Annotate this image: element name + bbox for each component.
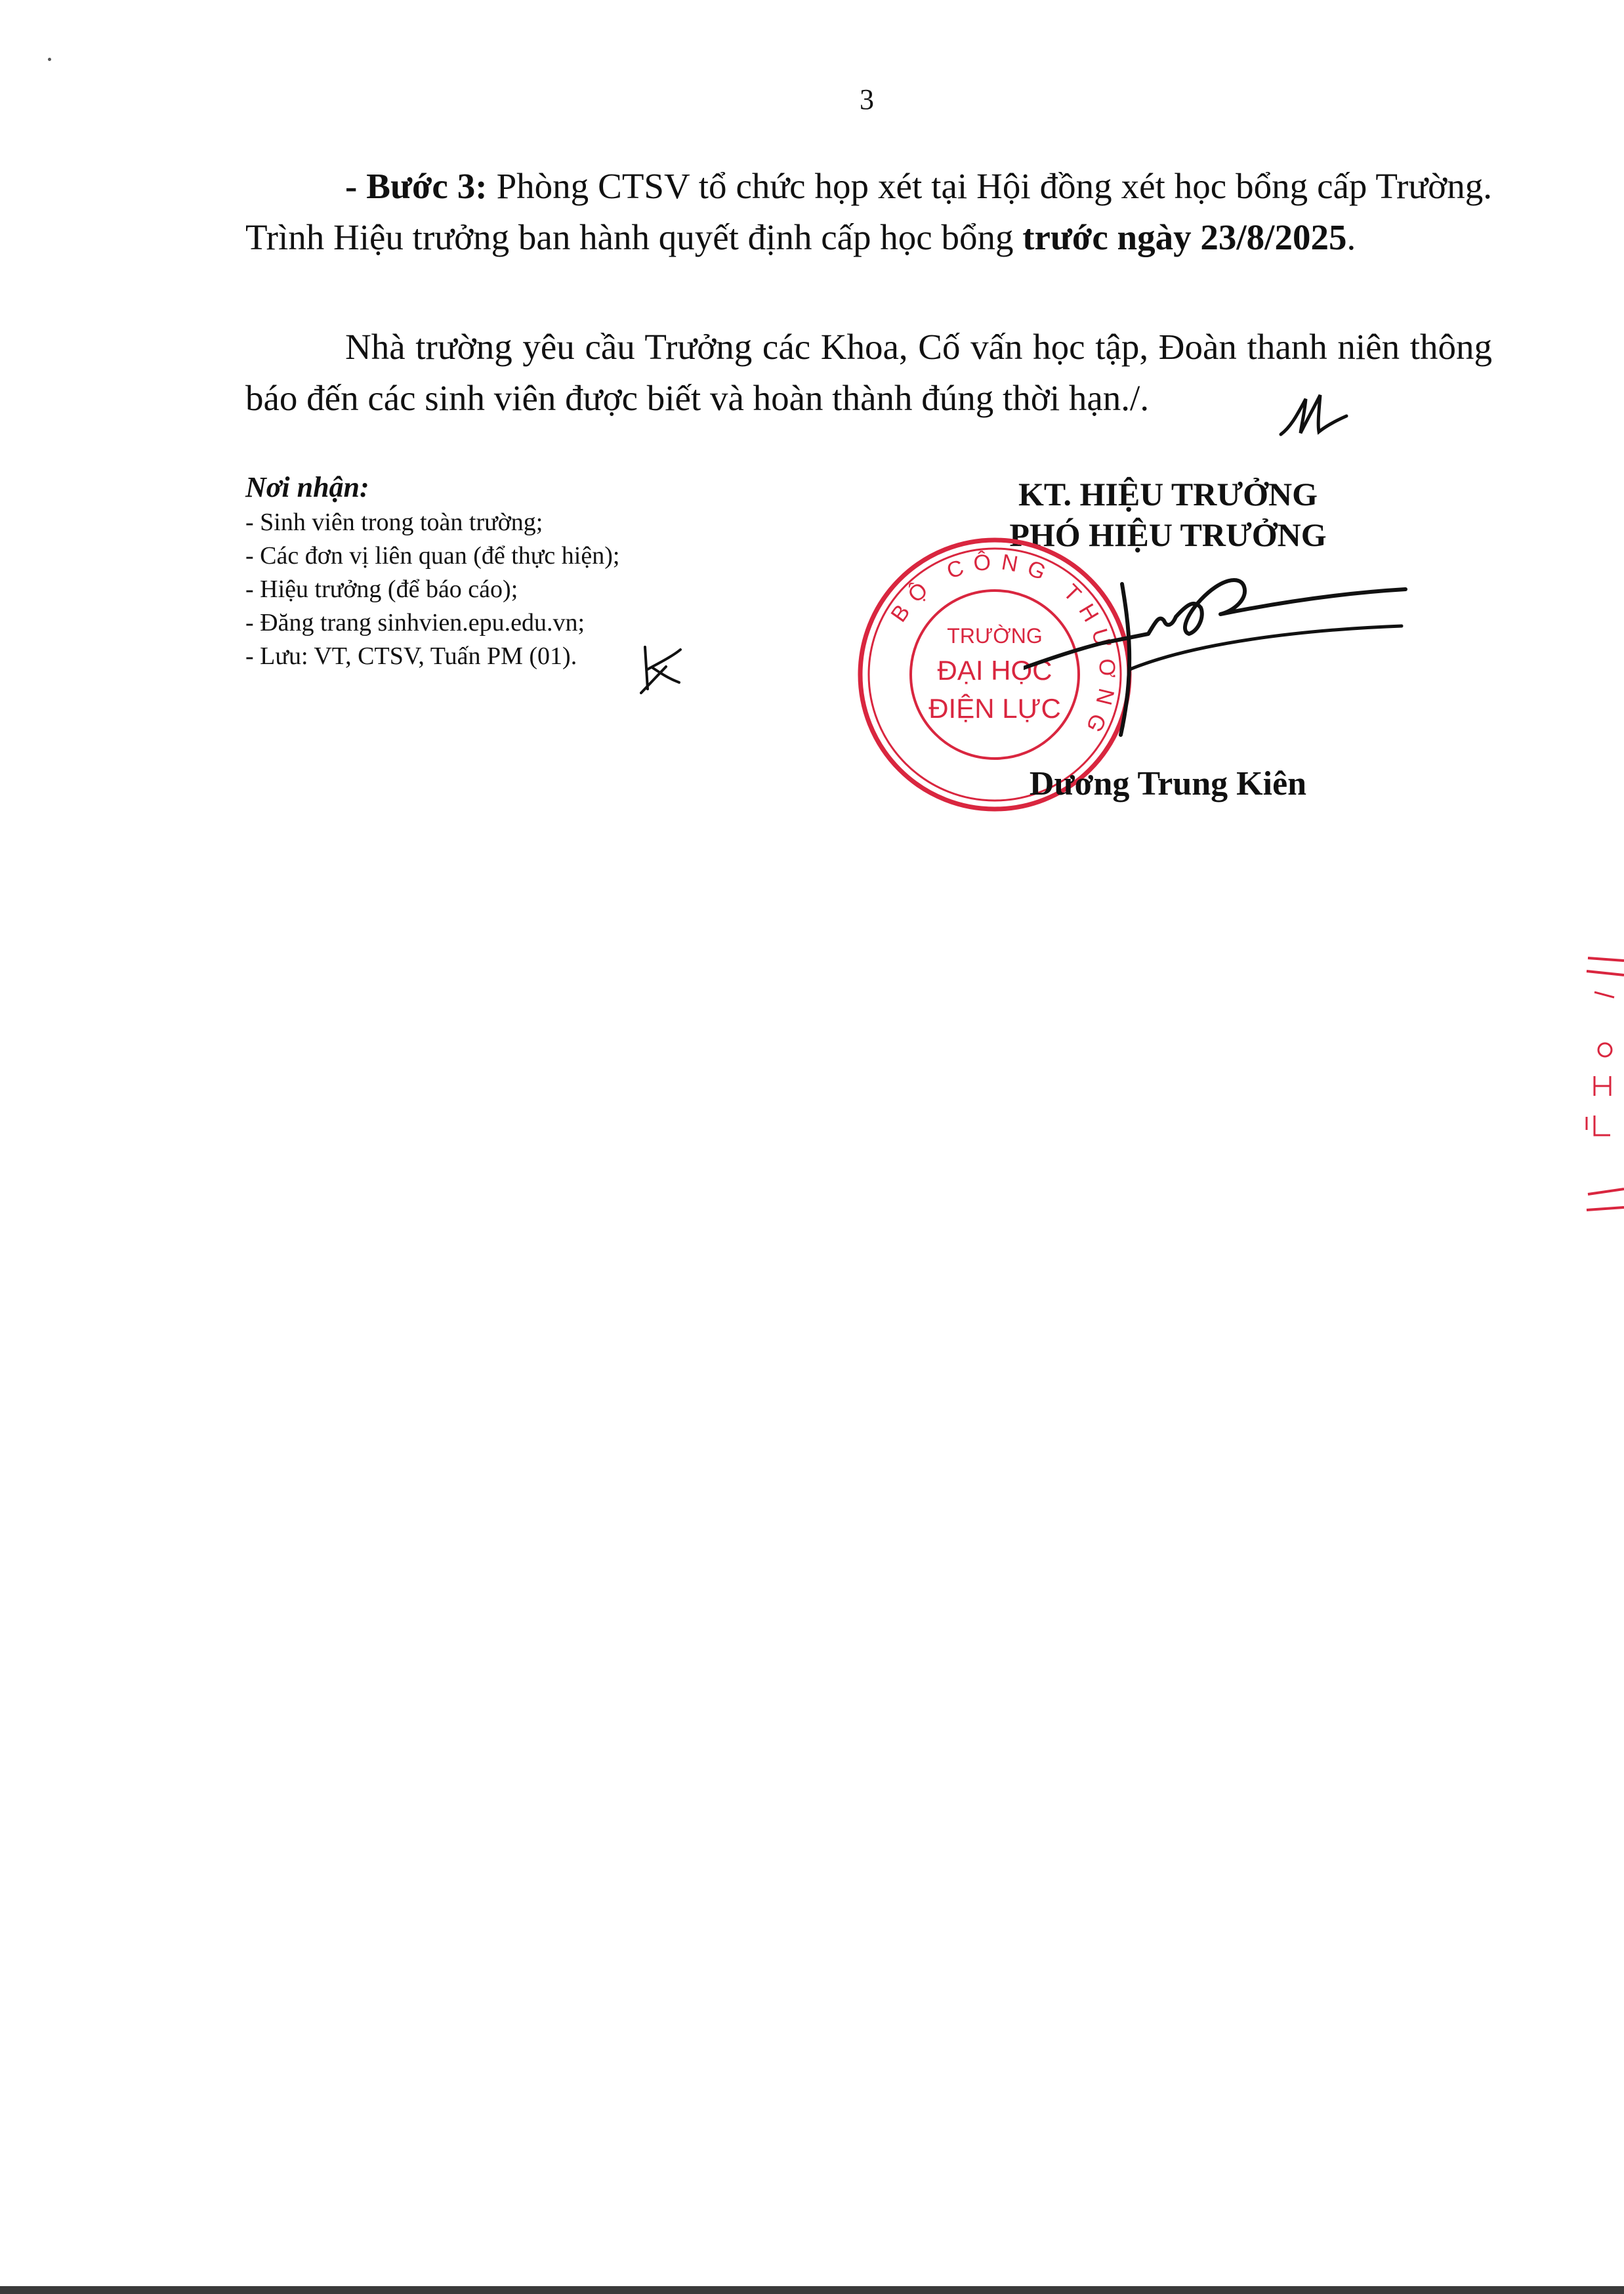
handwritten-initials-small: [640, 643, 686, 696]
seal-fragment: [1581, 945, 1624, 1260]
recipient-item: - Hiệu trưởng (để báo cáo);: [245, 575, 518, 603]
seal-outer-text: BỘ CÔNG THƯƠNG: [886, 549, 1120, 745]
recipient-item: - Các đơn vị liên quan (để thực hiện);: [245, 542, 620, 570]
step3-paragraph: [245, 161, 1492, 263]
step3-deadline: trước ngày 23/8/2025: [1022, 217, 1347, 257]
scan-speck: [48, 58, 51, 61]
recipient-item: - Đăng trang sinhvien.epu.edu.vn;: [245, 609, 585, 636]
step3-text: Phòng CTSV tổ chức họp xét tại Hội đồng xét học bổng cấp Trường. Trình Hiệu trưởng ban hành quyết định cấp học bổng: [245, 166, 1492, 257]
notice-paragraph: Nhà trường yêu cầu Trưởng các Khoa, Cố vấn học tập, Đoàn thanh niên thông báo đến các sinh viên được biết và hoàn thành đúng thời hạn./.: [245, 327, 1492, 418]
page-number: 3: [860, 83, 874, 115]
step3-end: .: [1346, 217, 1356, 257]
recipient-item: - Sinh viên trong toàn trường;: [245, 509, 543, 536]
signature-title-line2: PHÓ HIỆU TRƯỞNG: [1009, 516, 1327, 553]
seal-line2: ĐẠI HỌC: [937, 655, 1052, 686]
recipient-item: - Lưu: VT, CTSV, Tuấn PM (01).: [245, 642, 577, 670]
recipients-list: [245, 506, 619, 673]
signer-name: Dương Trung Kiên: [1029, 765, 1307, 803]
recipients-block: [245, 469, 619, 673]
seal-line1: TRƯỜNG: [947, 624, 1043, 648]
seal-line3: ĐIỆN LỰC: [928, 693, 1061, 724]
step3-label: - Bước 3:: [345, 166, 488, 206]
scan-bottom-edge: [0, 2286, 1624, 2294]
recipients-title: Nơi nhận:: [245, 471, 369, 503]
signature-title-line1: KT. HIỆU TRƯỞNG: [1018, 476, 1318, 512]
handwritten-signature: [1024, 571, 1417, 741]
